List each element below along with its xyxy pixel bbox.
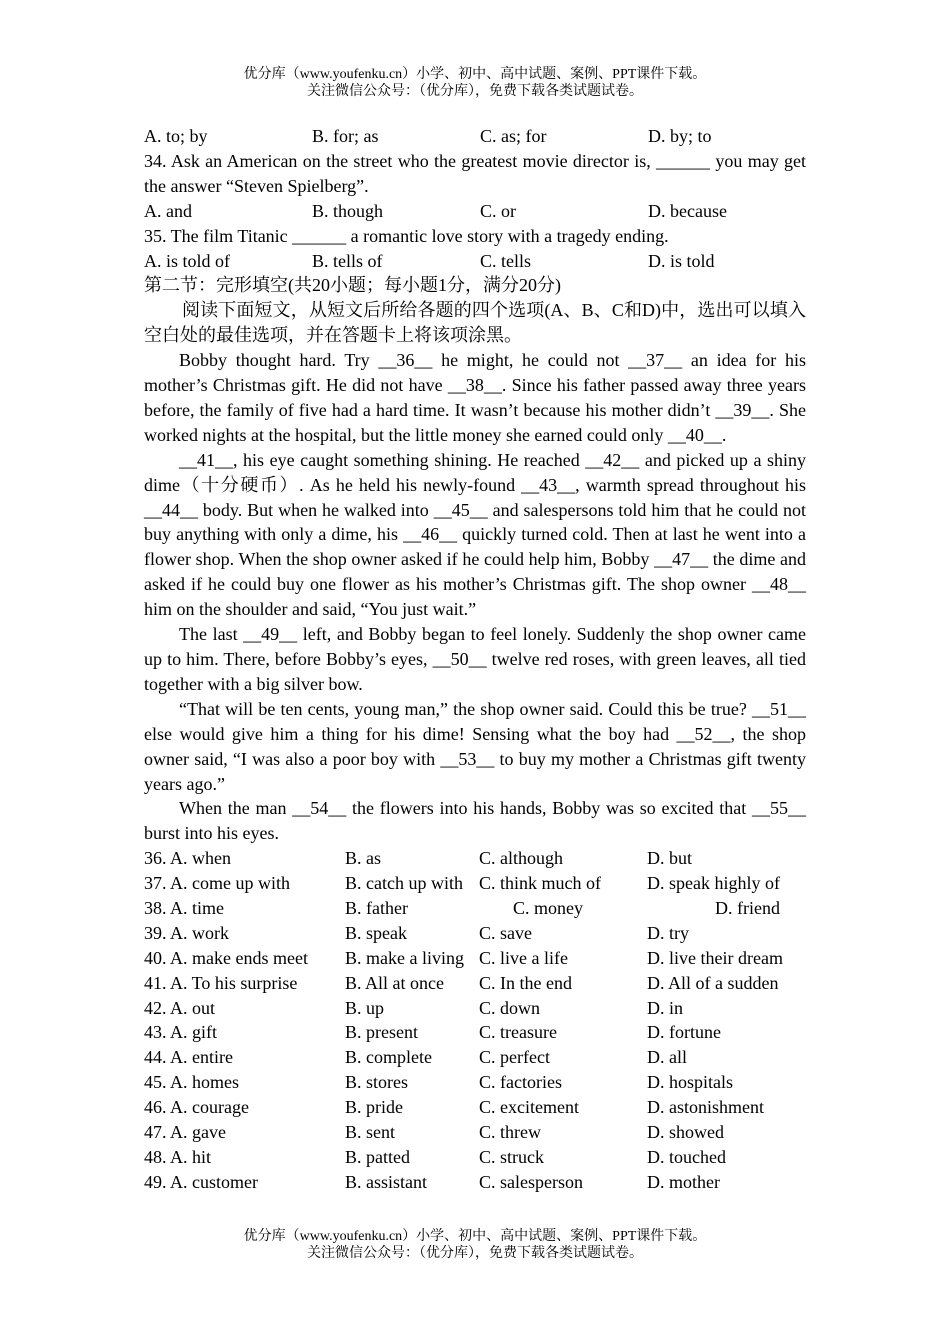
option-c: C. salesperson bbox=[479, 1171, 583, 1192]
option-a: 41. A. To his surprise bbox=[144, 972, 298, 993]
option-a: 38. A. time bbox=[144, 898, 224, 919]
section-title: 第二节：完形填空(共20小题；每小题1分，满分20分) bbox=[144, 275, 561, 296]
exam-content bbox=[144, 124, 806, 1195]
question-34: 34. Ask an American on the street who the greatest movie director is, ______ you may get the answer “Steven Spielberg”. bbox=[144, 150, 806, 196]
option-d: D. in bbox=[647, 997, 683, 1018]
option-row-47 bbox=[144, 1120, 806, 1145]
option-a: 40. A. make ends meet bbox=[144, 947, 308, 968]
q33-options bbox=[144, 124, 806, 149]
option-a: 36. A. when bbox=[144, 848, 231, 869]
option-c: C. save bbox=[479, 922, 532, 943]
option-d: D. all bbox=[647, 1047, 687, 1068]
option-c: C. tells bbox=[480, 250, 532, 271]
cloze-options bbox=[144, 846, 806, 1194]
option-b: B. present bbox=[345, 1022, 418, 1043]
passage-paragraph: Bobby thought hard. Try __36__ he might, he could not __37__ an idea for his mother’s Christmas gift. He did not have __38__. Since his father passed away three years before, the family of five had a hard time. It wasn’t because his mother didn’t __39__. She worked nights at the hospital, but the little money she earned could only __40__. bbox=[144, 350, 806, 445]
option-a: A. to; by bbox=[144, 126, 208, 146]
option-b: B. speak bbox=[345, 922, 407, 943]
option-c: C. struck bbox=[479, 1146, 544, 1167]
footer-line-1: 优分库（www.youfenku.cn）小学、初中、高中试题、案例、PPT课件下载。 bbox=[243, 1229, 707, 1244]
option-c: C. down bbox=[479, 997, 541, 1018]
option-d: D. try bbox=[647, 922, 689, 943]
option-a: 46. A. courage bbox=[144, 1097, 249, 1118]
option-d: D. speak highly of bbox=[647, 873, 780, 894]
option-row-46 bbox=[144, 1095, 806, 1120]
passage-paragraph: When the man __54__ the flowers into his hands, Bobby was so excited that __55__ burst into his eyes. bbox=[144, 798, 806, 844]
option-row-43 bbox=[144, 1020, 806, 1045]
option-row-49 bbox=[144, 1170, 806, 1195]
option-b: B. as bbox=[345, 848, 381, 869]
option-c: C. or bbox=[480, 200, 516, 221]
passage-paragraph: __41__, his eye caught something shining. He reached __42__ and picked up a shiny dime（十分硬币）. As he held his newly-found __43__, warmth spread throughout his __44__ body. But when he walked into __45__ and salespersons told him that he could not buy anything with only a dime, his __46__ quickly turned cold. Then at last he went into a flower shop. When the shop owner asked if he could help him, Bobby __47__ the dime and asked if he could buy one flower as his mother’s Christmas gift. The shop owner __48__ him on the shoulder and said, “You just wait.” bbox=[144, 449, 806, 620]
option-b: B. complete bbox=[345, 1047, 432, 1068]
option-b: B. make a living bbox=[345, 947, 464, 968]
option-row-40 bbox=[144, 946, 806, 971]
section-instruction: 阅读下面短文，从短文后所给各题的四个选项(A、B、C和D)中，选出可以填入空白处的最佳选项，并在答题卡上将该项涂黑。 bbox=[144, 300, 806, 346]
passage-paragraph: “That will be ten cents, young man,” the shop owner said. Could this be true? __51__ else would give him a thing for his dime! Sensing what the boy had __52__, the shop owner said, “I was also a poor boy with __53__ to buy my mother a Christmas gift twenty years ago.” bbox=[144, 698, 806, 794]
option-b: B. up bbox=[345, 997, 385, 1018]
option-a: A. is told of bbox=[144, 250, 231, 271]
option-a: 44. A. entire bbox=[144, 1047, 233, 1068]
option-b: B. though bbox=[312, 200, 384, 221]
option-row-42 bbox=[144, 996, 806, 1021]
option-a: 49. A. customer bbox=[144, 1171, 258, 1192]
option-b: B. for; as bbox=[312, 126, 379, 146]
page-footer bbox=[0, 1228, 950, 1262]
passage-paragraph: The last __49__ left, and Bobby began to feel lonely. Suddenly the shop owner came up to him. There, before Bobby’s eyes, __50__ twelve red roses, with green leaves, all tied together with a big silver bow. bbox=[144, 624, 806, 694]
option-a: 47. A. gave bbox=[144, 1122, 226, 1143]
option-b: B. stores bbox=[345, 1072, 408, 1093]
option-b: B. father bbox=[345, 898, 408, 919]
option-c: C. live a life bbox=[479, 947, 568, 968]
option-row-36 bbox=[144, 846, 806, 871]
option-a: 39. A. work bbox=[144, 922, 229, 943]
option-row-41 bbox=[144, 971, 806, 996]
footer-line-2: 关注微信公众号：（优分库），免费下载各类试题试卷。 bbox=[307, 1246, 643, 1261]
option-row-38 bbox=[144, 896, 806, 921]
option-d: D. showed bbox=[647, 1122, 724, 1143]
option-c: C. money bbox=[513, 898, 583, 919]
header-line-2: 关注微信公众号：（优分库），免费下载各类试题试卷。 bbox=[307, 84, 643, 99]
option-c: C. excitement bbox=[479, 1097, 579, 1118]
option-c: C. although bbox=[479, 848, 563, 869]
option-row-39 bbox=[144, 921, 806, 946]
option-b: B. All at once bbox=[345, 972, 444, 993]
option-b: B. pride bbox=[345, 1097, 403, 1118]
option-c: C. as; for bbox=[480, 126, 547, 146]
option-d: D. because bbox=[648, 200, 727, 221]
option-b: B. assistant bbox=[345, 1171, 428, 1192]
option-a: 43. A. gift bbox=[144, 1022, 218, 1043]
question-35: 35. The film Titanic ______ a romantic love story with a tragedy ending. bbox=[144, 225, 669, 246]
option-row-48 bbox=[144, 1145, 806, 1170]
option-a: A. and bbox=[144, 200, 192, 221]
option-d: D. friend bbox=[715, 898, 780, 919]
option-b: B. catch up with bbox=[345, 873, 463, 894]
q35-options bbox=[144, 249, 806, 274]
option-d: D. live their dream bbox=[647, 947, 783, 968]
option-d: D. but bbox=[647, 848, 692, 869]
option-d: D. touched bbox=[647, 1146, 726, 1167]
option-row-45 bbox=[144, 1070, 806, 1095]
option-d: D. by; to bbox=[648, 126, 712, 146]
option-d: D. is told bbox=[648, 250, 715, 271]
option-d: D. fortune bbox=[647, 1022, 721, 1043]
option-b: B. patted bbox=[345, 1146, 410, 1167]
option-c: C. threw bbox=[479, 1122, 541, 1143]
option-d: D. All of a sudden bbox=[647, 972, 779, 993]
option-c: C. treasure bbox=[479, 1022, 557, 1043]
option-row-44 bbox=[144, 1045, 806, 1070]
option-d: D. hospitals bbox=[647, 1072, 734, 1093]
page-header bbox=[0, 66, 950, 100]
option-row-37 bbox=[144, 871, 806, 896]
header-line-1: 优分库（www.youfenku.cn）小学、初中、高中试题、案例、PPT课件下载。 bbox=[243, 67, 707, 82]
option-c: C. In the end bbox=[479, 972, 572, 993]
option-c: C. perfect bbox=[479, 1047, 550, 1068]
option-d: D. astonishment bbox=[647, 1097, 764, 1118]
option-a: 37. A. come up with bbox=[144, 873, 290, 894]
option-a: 42. A. out bbox=[144, 997, 216, 1018]
option-c: C. factories bbox=[479, 1072, 562, 1093]
q34-options bbox=[144, 199, 806, 224]
option-d: D. mother bbox=[647, 1171, 720, 1192]
option-a: 48. A. hit bbox=[144, 1146, 212, 1167]
option-b: B. tells of bbox=[312, 250, 383, 271]
option-b: B. sent bbox=[345, 1122, 396, 1143]
option-c: C. think much of bbox=[479, 873, 601, 894]
option-a: 45. A. homes bbox=[144, 1072, 240, 1093]
